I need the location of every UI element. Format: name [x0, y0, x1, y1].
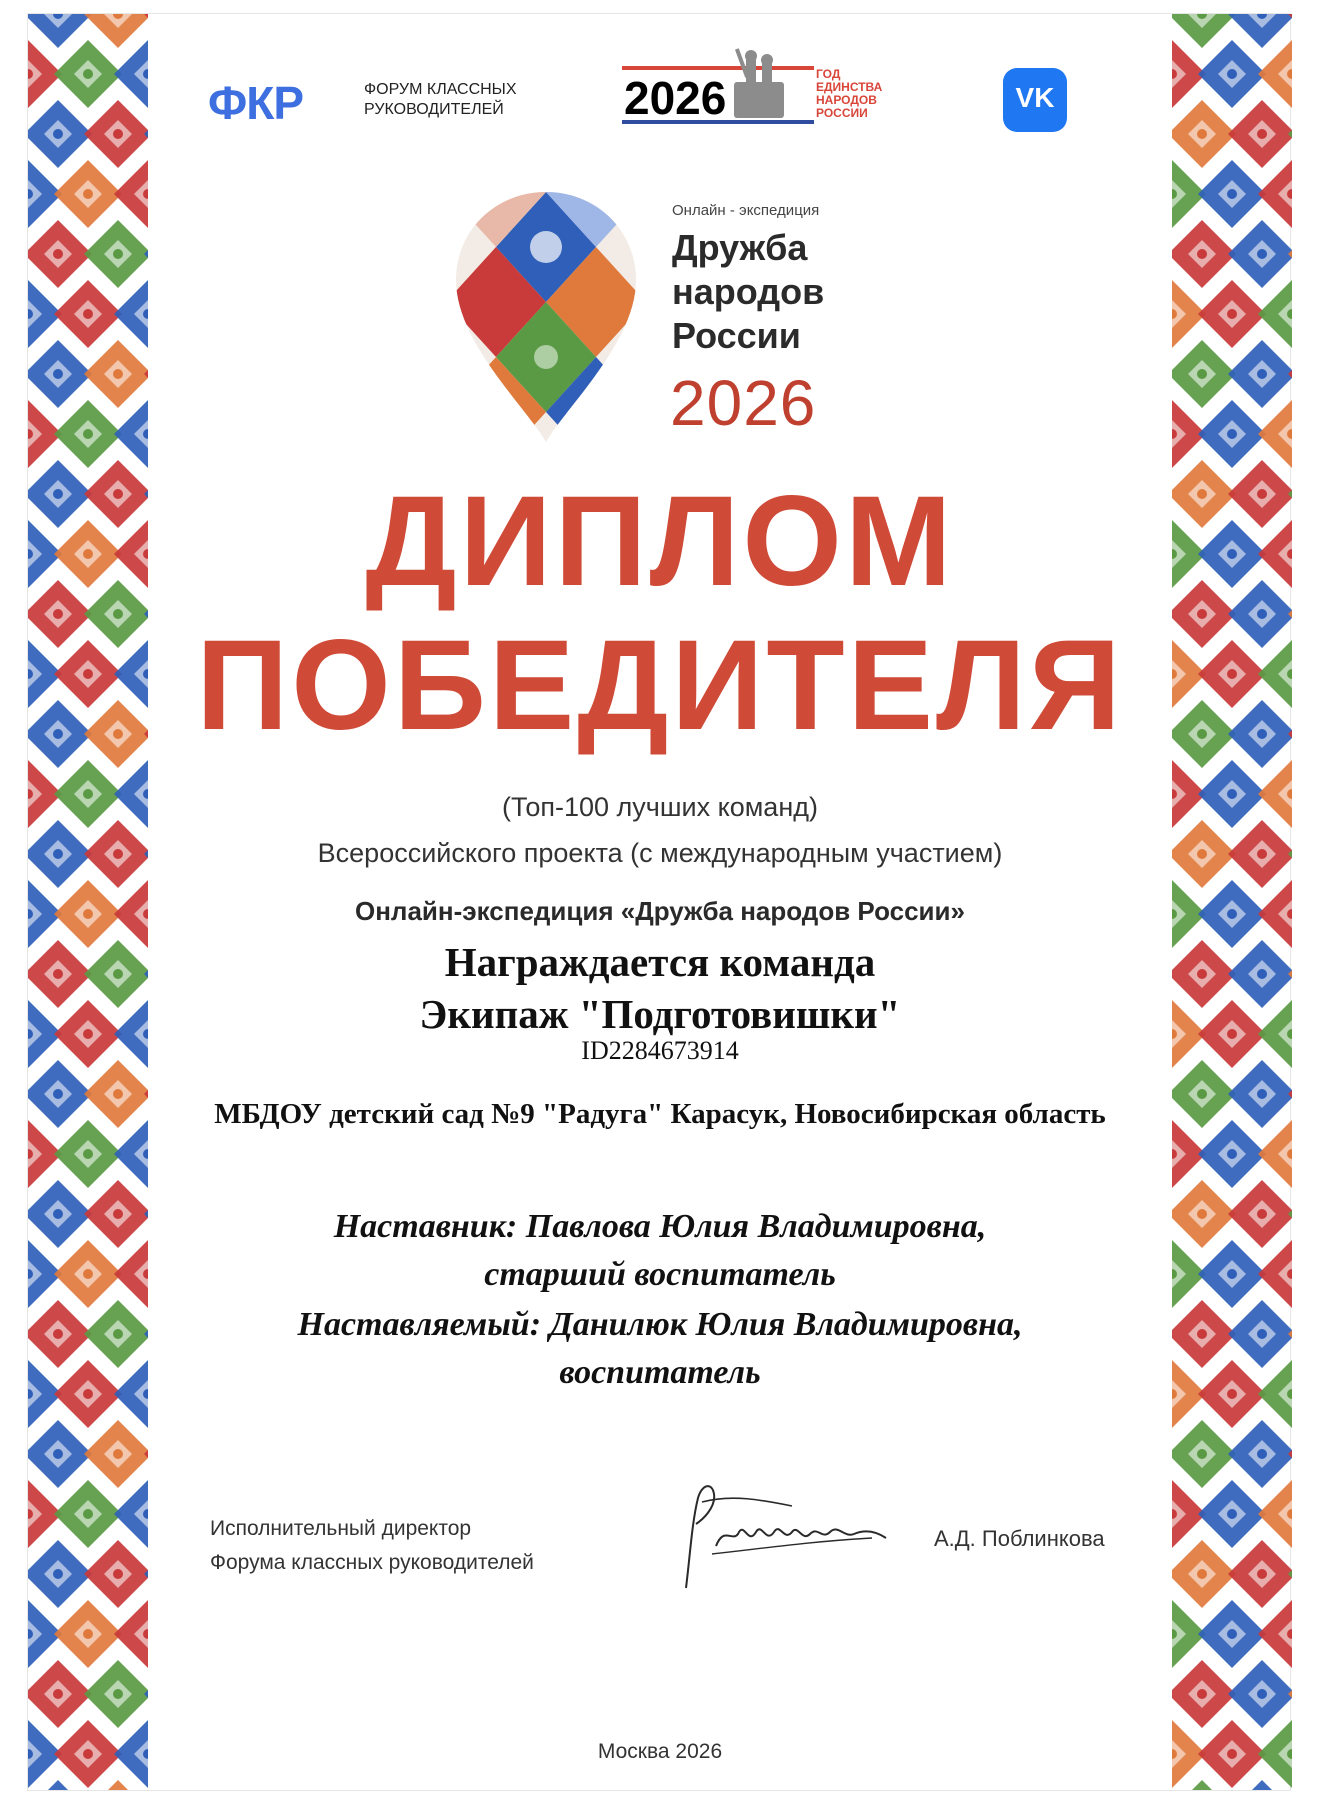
expedition-title	[672, 226, 824, 358]
diploma-event: Онлайн-экспедиция «Дружба народов России»	[355, 896, 965, 926]
mentee-name: Наставляемый: Данилюк Юлия Владимировна,	[297, 1306, 1023, 1343]
handwritten-signature	[672, 1476, 902, 1606]
director-title-line2: Форума классных руководителей	[210, 1551, 534, 1574]
vk-icon	[1003, 68, 1067, 132]
diploma-project: Всероссийского проекта (с международным участием)	[317, 838, 1003, 868]
fkr-logo: ФКР	[208, 77, 304, 129]
mentor-name: Наставник: Павлова Юлия Владимировна,	[333, 1208, 987, 1245]
team-id: ID2284673914	[581, 1036, 739, 1065]
director-name: А.Д. Поблинкова	[934, 1526, 1105, 1551]
year-of-unity-logo	[622, 48, 908, 138]
year-logo-line1: ГОД	[816, 67, 841, 81]
left-ornament-border	[28, 14, 148, 1790]
expedition-year: 2026	[670, 367, 817, 439]
mentor-position: старший воспитатель	[484, 1256, 836, 1293]
director-title	[210, 1512, 534, 1580]
fkr-caption-line2: РУКОВОДИТЕЛЕЙ	[364, 101, 504, 118]
diploma-title-line1: ДИПЛОМ	[365, 470, 955, 613]
map-pin-ornament-icon	[456, 192, 636, 442]
expedition-title-line3: России	[672, 315, 801, 356]
city-year: Москва 2026	[597, 1740, 723, 1763]
director-title-line1: Исполнительный директор	[210, 1517, 472, 1540]
year-logo-line4: РОССИИ	[816, 106, 868, 120]
year-logo-line3: НАРОДОВ	[816, 93, 877, 107]
fkr-caption	[364, 80, 517, 120]
diploma-title-line2: ПОБЕДИТЕЛЯ	[196, 614, 1124, 757]
monument-icon	[734, 48, 784, 118]
expedition-title-line1: Дружба	[672, 227, 808, 268]
award-line: Награждается команда	[444, 939, 876, 985]
expedition-title-line2: народов	[672, 271, 825, 312]
organization: МБДОУ детский сад №9 "Радуга" Карасук, Новосибирская область	[214, 1098, 1106, 1130]
diploma-rank: (Топ-100 лучших команд)	[502, 792, 818, 822]
fkr-caption-line1: ФОРУМ КЛАССНЫХ	[364, 81, 517, 98]
year-logo-line2: ЕДИНСТВА	[816, 80, 883, 94]
mentee-position: воспитатель	[559, 1354, 761, 1391]
team-name: Экипаж "Подготовишки"	[419, 991, 901, 1037]
right-ornament-border	[1172, 14, 1292, 1790]
expedition-subtitle: Онлайн - экспедиция	[672, 202, 820, 219]
year-logo-number: 2026	[624, 72, 727, 124]
vk-logo-text: VK	[1015, 82, 1055, 113]
